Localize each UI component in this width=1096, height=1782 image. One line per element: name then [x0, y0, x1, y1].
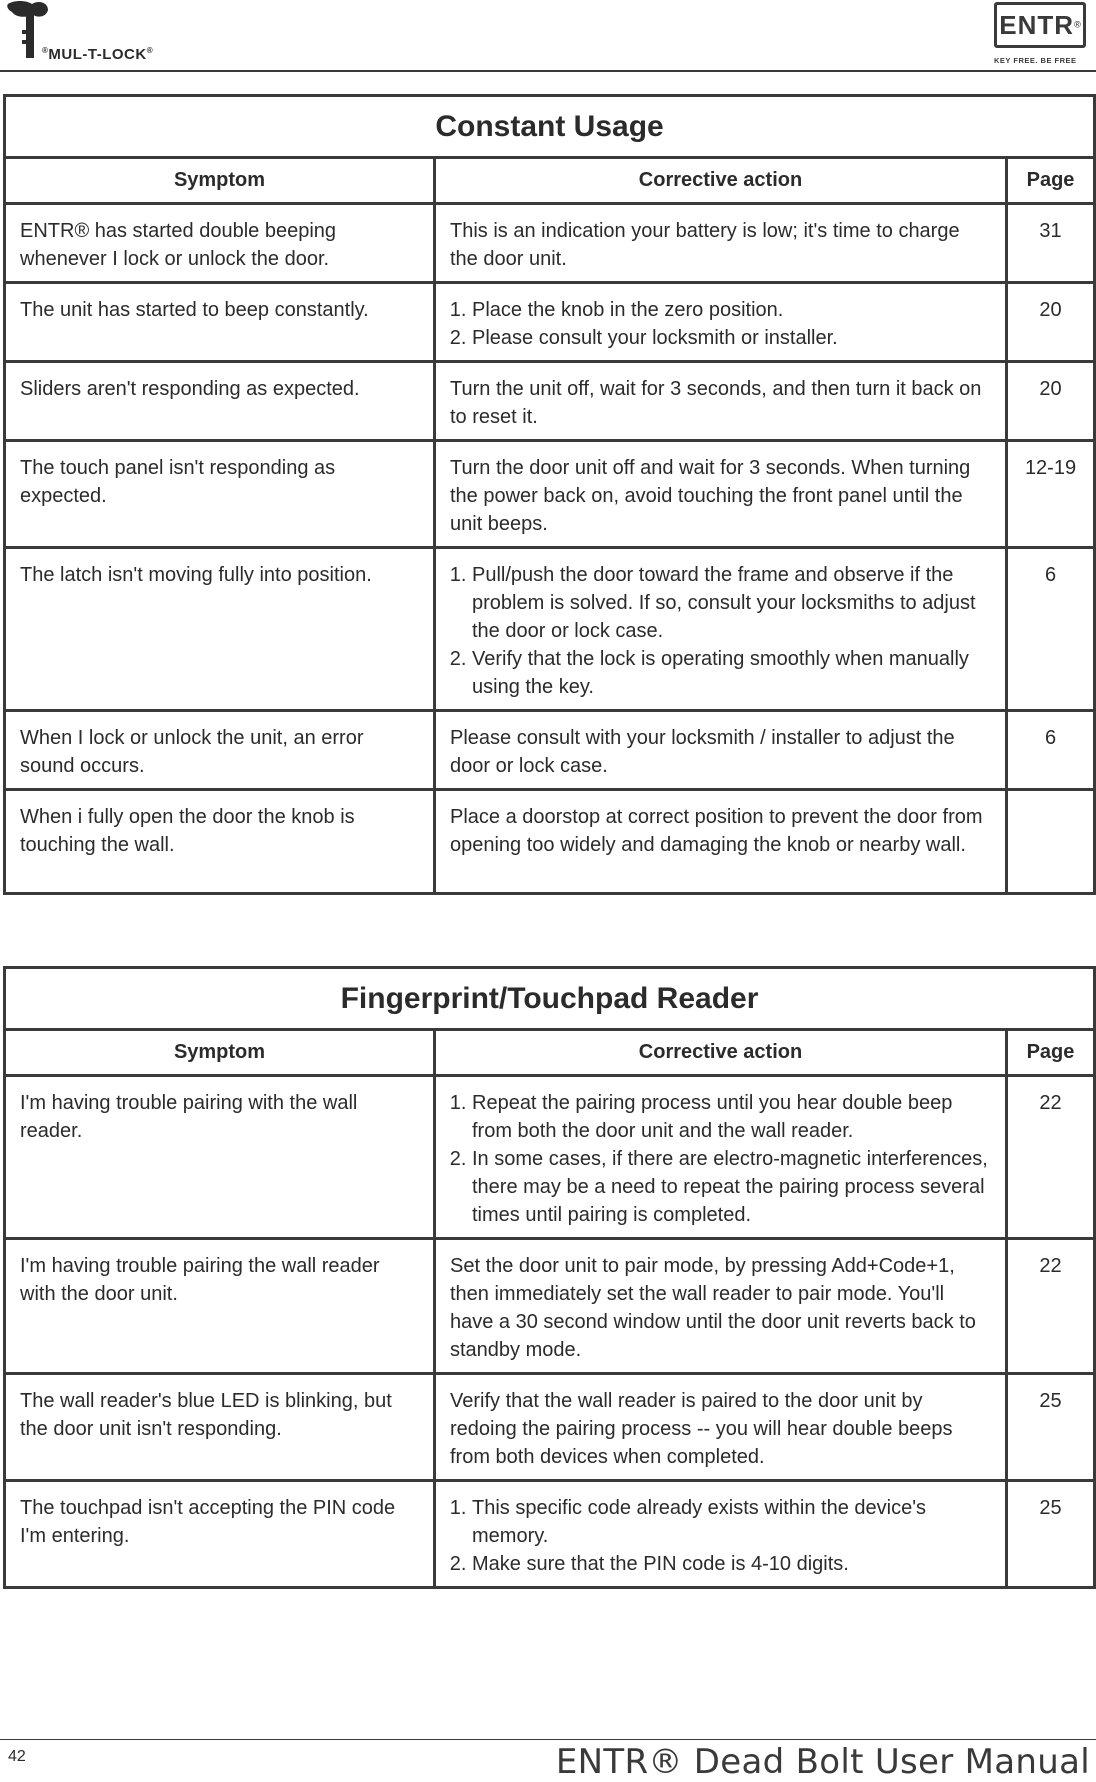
symptom-cell: The unit has started to beep constantly.	[5, 283, 435, 362]
column-header-symptom: Symptom	[5, 1030, 435, 1076]
document-title: ENTR® Dead Bolt User Manual	[555, 1742, 1090, 1782]
fingerprint-reader-table	[3, 966, 1096, 1589]
table-row	[5, 711, 1095, 790]
symptom-cell: The latch isn't moving fully into position.	[5, 548, 435, 711]
page-cell: 20	[1007, 362, 1095, 441]
column-header-action: Corrective action	[435, 158, 1007, 204]
page-cell	[1007, 790, 1095, 894]
action-cell: Set the door unit to pair mode, by pressing Add+Code+1, then immediately set the wall reader to pair mode. You'll have a 30 second window until the door unit reverts back to standby mode.	[435, 1239, 1007, 1374]
action-step: 2. Please consult your locksmith or installer.	[472, 324, 991, 352]
table-row	[5, 1076, 1095, 1239]
table-row	[5, 1481, 1095, 1588]
column-header-page: Page	[1007, 1030, 1095, 1076]
table-row	[5, 204, 1095, 283]
entr-logo: ENTR® KEY FREE. BE FREE	[994, 2, 1090, 66]
table-row	[5, 1374, 1095, 1481]
page-number: 42	[8, 1748, 26, 1765]
action-step: 2. Make sure that the PIN code is 4-10 digits.	[472, 1550, 991, 1578]
page-cell: 6	[1007, 711, 1095, 790]
action-step: 2. In some cases, if there are electro-magnetic interferences, there may be a need to repeat the pairing process several times until pairing is completed.	[472, 1145, 991, 1229]
symptom-cell: The wall reader's blue LED is blinking, but the door unit isn't responding.	[5, 1374, 435, 1481]
page-cell: 12-19	[1007, 441, 1095, 548]
action-step: 1. Place the knob in the zero position.	[472, 296, 991, 324]
symptom-cell: I'm having trouble pairing with the wall reader.	[5, 1076, 435, 1239]
action-step: 1. This specific code already exists within the device's memory.	[472, 1494, 991, 1550]
symptom-cell: ENTR® has started double beeping whenever I lock or unlock the door.	[5, 204, 435, 283]
column-header-symptom: Symptom	[5, 158, 435, 204]
action-cell	[435, 283, 1007, 362]
action-cell: Turn the door unit off and wait for 3 seconds. When turning the power back on, avoid touching the front panel until the unit beeps.	[435, 441, 1007, 548]
mul-t-lock-logo	[2, 0, 172, 66]
entr-tagline: KEY FREE. BE FREE	[994, 56, 1077, 65]
header-divider	[0, 70, 1096, 72]
action-cell	[435, 1481, 1007, 1588]
page-cell: 22	[1007, 1239, 1095, 1374]
page-cell: 25	[1007, 1481, 1095, 1588]
table-title: Fingerprint/Touchpad Reader	[5, 968, 1095, 1030]
table-row	[5, 790, 1095, 894]
mul-t-lock-wordmark: ®MUL-T-LOCK®	[42, 46, 154, 63]
action-step: 2. Verify that the lock is operating smoothly when manually using the key.	[472, 645, 991, 701]
column-header-page: Page	[1007, 158, 1095, 204]
symptom-cell: Sliders aren't responding as expected.	[5, 362, 435, 441]
table-row	[5, 548, 1095, 711]
action-cell	[435, 548, 1007, 711]
footer-divider	[0, 1739, 1096, 1740]
constant-usage-table	[3, 94, 1096, 895]
action-step: 1. Repeat the pairing process until you hear double beep from both the door unit and the wall reader.	[472, 1089, 991, 1145]
symptom-cell: The touch panel isn't responding as expected.	[5, 441, 435, 548]
table-row	[5, 362, 1095, 441]
symptom-cell: When i fully open the door the knob is touching the wall.	[5, 790, 435, 894]
action-step: 1. Pull/push the door toward the frame and observe if the problem is solved. If so, consult your locksmiths to adjust the door or lock case.	[472, 561, 991, 645]
page-cell: 31	[1007, 204, 1095, 283]
page-header	[0, 0, 1096, 74]
action-cell: Turn the unit off, wait for 3 seconds, and then turn it back on to reset it.	[435, 362, 1007, 441]
page-cell: 25	[1007, 1374, 1095, 1481]
symptom-cell: I'm having trouble pairing the wall reader with the door unit.	[5, 1239, 435, 1374]
column-header-action: Corrective action	[435, 1030, 1007, 1076]
symptom-cell: When I lock or unlock the unit, an error sound occurs.	[5, 711, 435, 790]
symptom-cell: The touchpad isn't accepting the PIN code I'm entering.	[5, 1481, 435, 1588]
page-cell: 6	[1007, 548, 1095, 711]
table-row	[5, 283, 1095, 362]
page-cell: 22	[1007, 1076, 1095, 1239]
table-title: Constant Usage	[5, 96, 1095, 158]
page-cell: 20	[1007, 283, 1095, 362]
action-cell: This is an indication your battery is low; it's time to charge the door unit.	[435, 204, 1007, 283]
action-cell: Please consult with your locksmith / installer to adjust the door or lock case.	[435, 711, 1007, 790]
table-row	[5, 441, 1095, 548]
action-cell: Verify that the wall reader is paired to the door unit by redoing the pairing process -- you will hear double beeps from both devices when completed.	[435, 1374, 1007, 1481]
action-cell	[435, 1076, 1007, 1239]
action-cell: Place a doorstop at correct position to prevent the door from opening too widely and damaging the knob or nearby wall.	[435, 790, 1007, 894]
table-row	[5, 1239, 1095, 1374]
